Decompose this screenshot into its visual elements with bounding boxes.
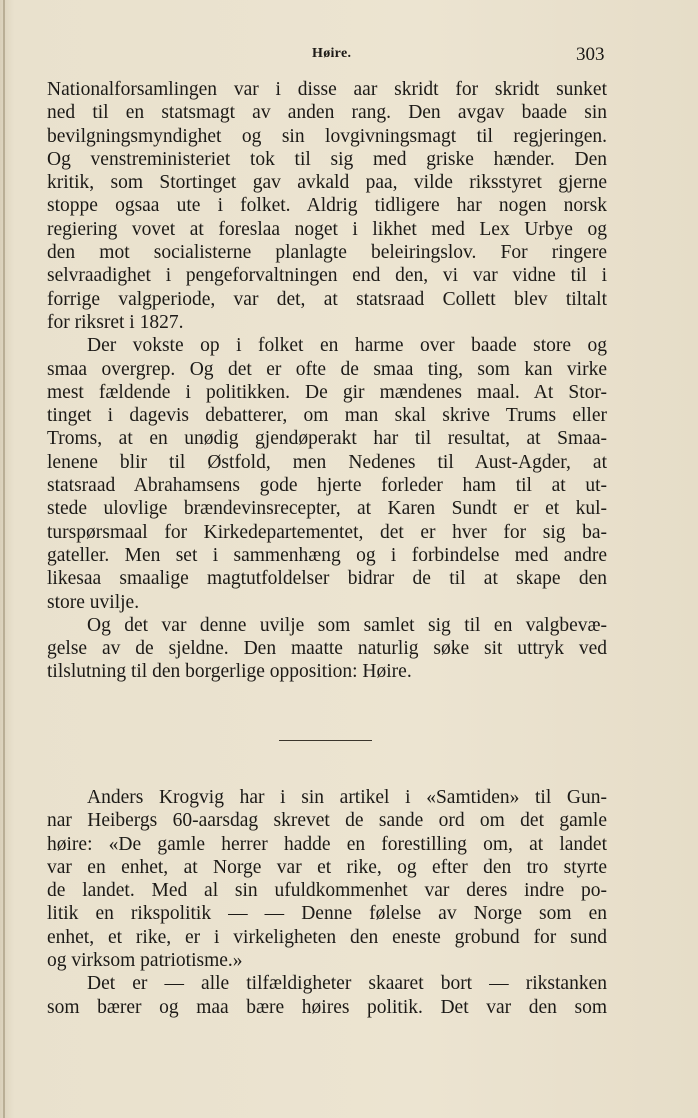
text-line: litik en rikspolitik — — Denne følelse av Norge som en xyxy=(47,903,607,925)
text-line: stede ulovlige brændevinsrecepter, at Karen Sundt er et kul- xyxy=(47,498,607,520)
text-section-1 xyxy=(47,78,607,684)
text-line: for riksret i 1827. xyxy=(47,311,184,333)
text-line: lenene blir til Østfold, men Nedenes til Aust-Agder, at xyxy=(47,451,607,473)
text-line: statsraad Abrahamsens gode hjerte forleder ham til at ut- xyxy=(47,475,607,497)
text-line: forrige valgperiode, var det, at statsraad Collett blev tiltalt xyxy=(47,288,607,310)
text-line: nar Heibergs 60-aarsdag skrevet de sande ord om det gamle xyxy=(47,810,607,832)
text-line: stoppe ogsaa ute i folket. Aldrig tidligere har nogen norsk xyxy=(47,195,607,217)
text-line: store uvilje. xyxy=(47,591,140,613)
text-line: Anders Krogvig har i sin artikel i «Samtiden» til Gun- xyxy=(87,787,607,808)
text-line: tinget i dagevis debatterer, om man skal skrive Trums eller xyxy=(47,405,607,427)
text-line: var en enhet, at Norge var et rike, og efter den tro styrte xyxy=(47,856,607,878)
text-line: gelse av de sjeldne. Den maatte naturlig søke sit uttryk ved xyxy=(47,638,607,660)
text-line: den mot socialisterne planlagte beleiringslov. For ringere xyxy=(47,242,607,264)
section-divider xyxy=(279,740,372,741)
text-line: som bærer og maa bære høires politik. Det var den som xyxy=(47,996,607,1018)
text-line: Der vokste op i folket en harme over baade store og xyxy=(87,335,607,357)
text-line: og virksom patriotisme.» xyxy=(47,950,243,972)
text-line: regiering vovet at foreslaa noget i likhet med Lex Urbye og xyxy=(47,218,607,240)
text-line: selvraadighet i pengeforvaltningen end den, vi var vidne til i xyxy=(47,265,607,287)
text-line: Nationalforsamlingen var i disse aar skridt for skridt sunket xyxy=(47,79,607,100)
text-line: Og venstreministeriet tok til sig med griske hænder. Den xyxy=(47,148,607,170)
text-line: kritik, som Stortinget gav avkald paa, vilde riksstyret gjerne xyxy=(47,172,607,194)
text-line: likesaa smaalige magtutfoldelser bidrar de til at skape den xyxy=(47,568,607,590)
text-line: de landet. Med al sin ufuldkommenhet var deres indre po- xyxy=(47,880,607,902)
page-number: 303 xyxy=(576,44,605,65)
text-line: tilslutning til den borgerlige opposition: Høire. xyxy=(47,661,412,683)
text-line: Og det var denne uvilje som samlet sig til en valgbevæ- xyxy=(87,614,607,636)
text-line: mest fældende i politikken. De gir mændenes maal. At Stor- xyxy=(47,381,607,403)
text-section-2 xyxy=(47,786,607,1019)
text-line: bevilgningsmyndighet og sin lovgivningsmagt til regjeringen. xyxy=(47,125,607,147)
text-line: turspørsmaal for Kirkedepartementet, det er hver for sig ba- xyxy=(47,521,607,543)
page-header xyxy=(0,44,698,68)
text-line: høire: «De gamle herrer hadde en forestilling om, at landet xyxy=(47,833,607,855)
running-head: Høire. xyxy=(312,46,352,61)
text-line: smaa overgrep. Og det er ofte de smaa ting, som kan virke xyxy=(47,358,607,380)
page-edge xyxy=(3,0,5,1118)
text-line: ned til en statsmagt av anden rang. Den avgav baade sin xyxy=(47,102,607,124)
text-line: enhet, et rike, er i virkeligheten den eneste grobund for sund xyxy=(47,926,607,948)
text-line: Det er — alle tilfældigheter skaaret bort — rikstanken xyxy=(87,973,607,995)
text-line: Troms, at en unødig gjendøperakt har til resultat, at Smaa- xyxy=(47,428,607,450)
text-line: gateller. Men set i sammenhæng og i forbindelse med andre xyxy=(47,544,607,566)
